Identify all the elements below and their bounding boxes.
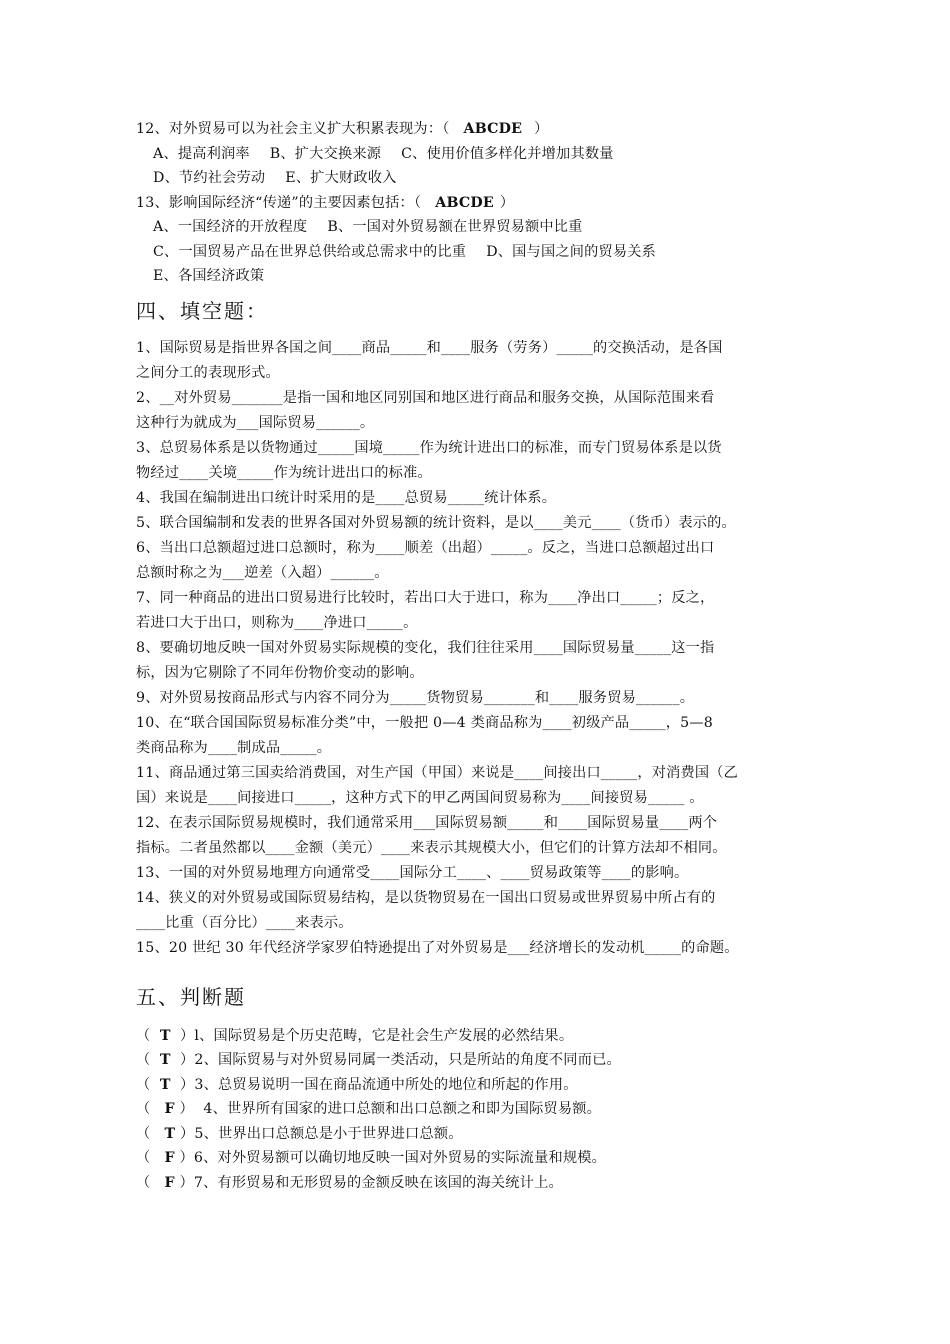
mc-options-row <box>136 240 816 265</box>
answer: F <box>164 1150 175 1166</box>
option: A、提高利润率 <box>153 145 250 162</box>
fill-line: ____比重（百分比）____来表示。 <box>136 914 353 931</box>
statement: 6、对外贸易额可以确切地反映一国对外贸易的实际流量和规模。 <box>193 1150 607 1166</box>
open-paren: （ <box>136 1076 160 1093</box>
document-page <box>136 117 816 1195</box>
judge-section <box>136 1024 816 1196</box>
answer: ABCDE <box>463 121 523 137</box>
open-paren: （ <box>136 1101 165 1117</box>
fill-line: 7、同一种商品的进出口贸易进行比较时，若出口大于进口，称为____净出口_____；反之， <box>136 589 715 606</box>
fill-line: 14、狭义的对外贸易或国际贸易结构，是以货物贸易在一国出口贸易或世界贸易中所占有的 <box>136 889 716 906</box>
answer: T <box>159 1052 171 1068</box>
fill-line: 8、要确切地反映一国对外贸易实际规模的变化，我们往往采用____国际贸易量_____这一指 <box>136 639 715 656</box>
mc-question-13 <box>136 191 816 216</box>
statement: 4、世界所有国家的进口总额和出口总额之和即为国际贸易额。 <box>203 1101 602 1117</box>
close-paren: ） <box>175 1125 195 1142</box>
open-paren: （ <box>136 1052 160 1068</box>
mc-options-row <box>136 142 816 167</box>
fill-line: 3、总贸易体系是以货物通过_____国境_____作为统计进出口的标准，而专门贸易体系是以货 <box>136 439 722 456</box>
question-text: 12、对外贸易可以为社会主义扩大积累表现为：（ <box>136 121 450 137</box>
option: B、扩大交换来源 <box>269 145 382 162</box>
open-paren: （ <box>136 1125 165 1142</box>
option: D、国与国之间的贸易关系 <box>486 243 657 260</box>
statement: 2、国际贸易与对外贸易同属一类活动，只是所站的角度不同而已。 <box>194 1052 621 1068</box>
option: C、使用价值多样化并增加其数量 <box>401 145 614 162</box>
fill-line: 之间分工的表现形式。 <box>136 364 280 381</box>
close-paren: ） <box>174 1174 194 1191</box>
fill-line: 15、20 世纪 30 年代经济学家罗伯特逊提出了对外贸易是___经济增长的发动机_____的命题。 <box>136 939 739 956</box>
open-paren: （ <box>136 1027 160 1044</box>
answer: ABCDE <box>435 194 494 211</box>
section-heading-judge: 五、判断题 <box>136 984 246 1009</box>
answer: F <box>164 1101 175 1117</box>
statement: 5、世界出口总额总是小于世界进口总额。 <box>194 1125 463 1142</box>
close-paren: ） <box>174 1150 194 1166</box>
option: E、扩大财政收入 <box>285 170 397 186</box>
fill-line: 这种行为就成为___国际贸易______。 <box>136 414 375 431</box>
fill-line: 12、在表示国际贸易规模时，我们通常采用___国际贸易额_____和____国际贸易量____两个 <box>136 814 718 831</box>
fill-line: 2、__对外贸易_______是指一国和地区同别国和地区进行商品和服务交换，从国际范围来看 <box>136 389 715 406</box>
option: D、节约社会劳动 <box>153 170 266 186</box>
close-paren: ） <box>499 194 515 211</box>
fill-line: 物经过____关境_____作为统计进出口的标准。 <box>136 464 432 481</box>
section-heading-fill: 四、填空题： <box>136 298 268 323</box>
fill-line: 10、在“联合国国际贸易标准分类”中，一般把 0—4 类商品称为____初级产品_____，5—8 <box>136 714 713 731</box>
mc-options-row <box>136 264 816 289</box>
close-paren: ） <box>174 1101 204 1117</box>
close-paren: ） <box>534 121 549 137</box>
statement: 7、有形贸易和无形贸易的金额反映在该国的海关统计上。 <box>193 1174 563 1191</box>
close-paren: ） <box>170 1052 195 1068</box>
statement: l、国际贸易是个历史范畴，它是社会生产发展的必然结果。 <box>194 1027 574 1044</box>
fill-line: 总额时称之为___逆差（入超）______。 <box>136 564 389 581</box>
option: B、一国对外贸易额在世界贸易额中比重 <box>327 219 583 235</box>
fill-line: 13、一国的对外贸易地理方向通常受____国际分工____、____贸易政策等____的影响。 <box>136 864 689 881</box>
judge-item <box>136 1073 816 1098</box>
fill-section <box>136 336 816 961</box>
fill-line: 类商品称为____制成品_____。 <box>136 739 332 756</box>
fill-line: 指标。二者虽然都以____金额（美元）____来表示其规模大小，但它们的计算方法却不相同。 <box>136 839 727 856</box>
option: E、各国经济政策 <box>153 268 265 284</box>
open-paren: （ <box>136 1150 165 1166</box>
open-paren: （ <box>136 1174 165 1191</box>
fill-line: 标，因为它剔除了不同年份物价变动的影响。 <box>136 664 424 681</box>
mc-question-12 <box>136 117 816 142</box>
fill-line: 11、商品通过第三国卖给消费国，对生产国（甲国）来说是____间接出口_____，对消费国（乙 <box>136 764 739 781</box>
fill-line: 若进口大于出口，则称为____净进口_____。 <box>136 614 418 631</box>
judge-item <box>136 1171 816 1196</box>
close-paren: ） <box>170 1076 195 1093</box>
judge-item <box>136 1097 816 1122</box>
fill-line: 6、当出口总额超过进口总额时，称为____顺差（出超）_____。反之，当进口总额超过出口 <box>136 539 715 556</box>
statement: 3、总贸易说明一国在商品流通中所处的地位和所起的作用。 <box>194 1076 578 1093</box>
judge-item <box>136 1048 816 1073</box>
judge-item <box>136 1024 816 1049</box>
option: A、一国经济的开放程度 <box>153 219 308 235</box>
question-text: 13、影响国际经济“传递”的主要因素包括：（ <box>136 194 422 211</box>
mc-options-row <box>136 166 816 191</box>
fill-line: 国）来说是____间接进口_____，这种方式下的甲乙两国间贸易称为____间接贸易_____ 。 <box>136 789 704 806</box>
option: C、一国贸易产品在世界总供给或总需求中的比重 <box>153 243 467 260</box>
mc-options-row <box>136 215 816 240</box>
fill-line: 4、我国在编制进出口统计时采用的是____总贸易_____统计体系。 <box>136 489 557 506</box>
fill-line: 1、国际贸易是指世界各国之间____商品_____和____服务（劳务）_____的交换活动，是各国 <box>136 339 723 356</box>
answer: T <box>159 1076 171 1093</box>
fill-line: 5、联合国编制和发表的世界各国对外贸易额的统计资料，是以____美元____（货币）表示的。 <box>136 514 736 531</box>
answer: F <box>164 1174 175 1191</box>
fill-line: 9、对外贸易按商品形式与内容不同分为_____货物贸易_______和____服务贸易______。 <box>136 689 695 706</box>
judge-item <box>136 1122 816 1147</box>
answer: T <box>164 1125 176 1142</box>
answer: T <box>159 1027 171 1044</box>
close-paren: ） <box>170 1027 195 1044</box>
judge-item <box>136 1146 816 1171</box>
